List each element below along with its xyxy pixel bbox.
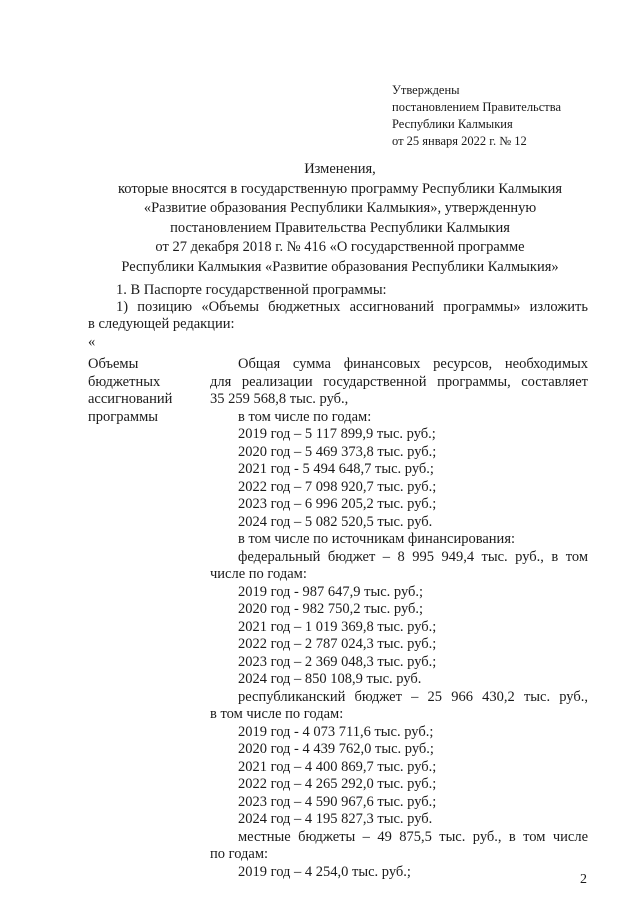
position-label <box>88 356 198 426</box>
year-line: 2020 год - 982 750,2 тыс. руб.; <box>238 601 424 617</box>
year-line: 2022 год – 4 265 292,0 тыс. руб.; <box>238 776 437 792</box>
open-quote: « <box>88 334 96 350</box>
approval-line: Утверждены <box>392 83 460 97</box>
year-line: 2024 год – 4 195 827,3 тыс. руб. <box>238 811 433 827</box>
title-line: которые вносятся в государственную программу Республики Калмыкия <box>117 180 563 197</box>
year-line: 2021 год - 5 494 648,7 тыс. руб.; <box>238 461 434 477</box>
by-sources-label: в том числе по источникам финансирования: <box>238 531 516 547</box>
by-years-label: в том числе по годам: <box>238 408 372 425</box>
year-line: 2019 год - 4 073 711,6 тыс. руб.; <box>238 723 434 740</box>
year-line: 2020 год – 5 469 373,8 тыс. руб.; <box>238 443 437 460</box>
republic-line: республиканский бюджет – 25 966 430,2 тыс. руб., <box>238 688 588 705</box>
label-line: бюджетных <box>88 373 161 390</box>
approval-stamp <box>392 82 592 150</box>
position-content <box>210 356 588 881</box>
approval-line: от 25 января 2022 г. № 12 <box>392 134 527 148</box>
label-line: Объемы <box>88 356 139 372</box>
total-line: Общая сумма финансовых ресурсов, необходимых <box>238 356 588 372</box>
year-line: 2021 год – 1 019 369,8 тыс. руб.; <box>238 618 437 635</box>
subitem-text-cont: в следующей редакции: <box>88 316 235 332</box>
label-line: ассигнований <box>88 391 173 407</box>
year-line: 2021 год – 4 400 869,7 тыс. руб.; <box>238 758 437 775</box>
year-line: 2019 год – 5 117 899,9 тыс. руб.; <box>238 426 436 442</box>
section-heading: 1. В Паспорте государственной программы: <box>116 282 387 298</box>
year-line: 2023 год – 6 996 205,2 тыс. руб.; <box>238 496 437 512</box>
total-line: для реализации государственной программы, составляет <box>210 373 588 390</box>
intro-section <box>88 282 588 333</box>
year-line: 2023 год – 2 369 048,3 тыс. руб.; <box>238 653 437 670</box>
federal-line: числе по годам: <box>210 566 307 582</box>
year-line: 2024 год – 5 082 520,5 тыс. руб. <box>238 513 433 530</box>
title-line: от 27 декабря 2018 г. № 416 «О государственной программе <box>155 239 525 255</box>
year-line: 2022 год – 7 098 920,7 тыс. руб.; <box>238 478 437 495</box>
approval-line: Республики Калмыкия <box>392 117 513 131</box>
page-number: 2 <box>580 872 587 887</box>
title-line: Республики Калмыкия «Развитие образования Республики Калмыкия» <box>121 258 559 275</box>
local-line: по годам: <box>210 846 269 862</box>
year-line: 2024 год – 850 108,9 тыс. руб. <box>238 671 422 687</box>
label-line: программы <box>88 408 158 425</box>
document-title <box>70 160 610 277</box>
title-line: Изменения, <box>304 161 376 177</box>
year-line: 2019 год - 987 647,9 тыс. руб.; <box>238 583 424 600</box>
year-line: 2023 год – 4 590 967,6 тыс. руб.; <box>238 793 437 810</box>
title-line: «Развитие образования Республики Калмыкия», утвержденную <box>143 200 537 216</box>
year-line: 2019 год – 4 254,0 тыс. руб.; <box>238 863 411 880</box>
year-line: 2022 год – 2 787 024,3 тыс. руб.; <box>238 636 437 652</box>
subitem-text: 1) позицию «Объемы бюджетных ассигнований программы» изложить <box>116 299 588 315</box>
year-line: 2020 год - 4 439 762,0 тыс. руб.; <box>238 741 434 757</box>
local-line: местные бюджеты – 49 875,5 тыс. руб., в том числе <box>238 828 588 845</box>
title-line: постановлением Правительства Республики Калмыкия <box>170 219 510 236</box>
total-line: 35 259 568,8 тыс. руб., <box>210 391 349 407</box>
approval-line: постановлением Правительства <box>392 100 562 114</box>
republic-line: в том числе по годам: <box>210 706 344 722</box>
federal-line: федеральный бюджет – 8 995 949,4 тыс. руб., в том <box>238 548 588 565</box>
